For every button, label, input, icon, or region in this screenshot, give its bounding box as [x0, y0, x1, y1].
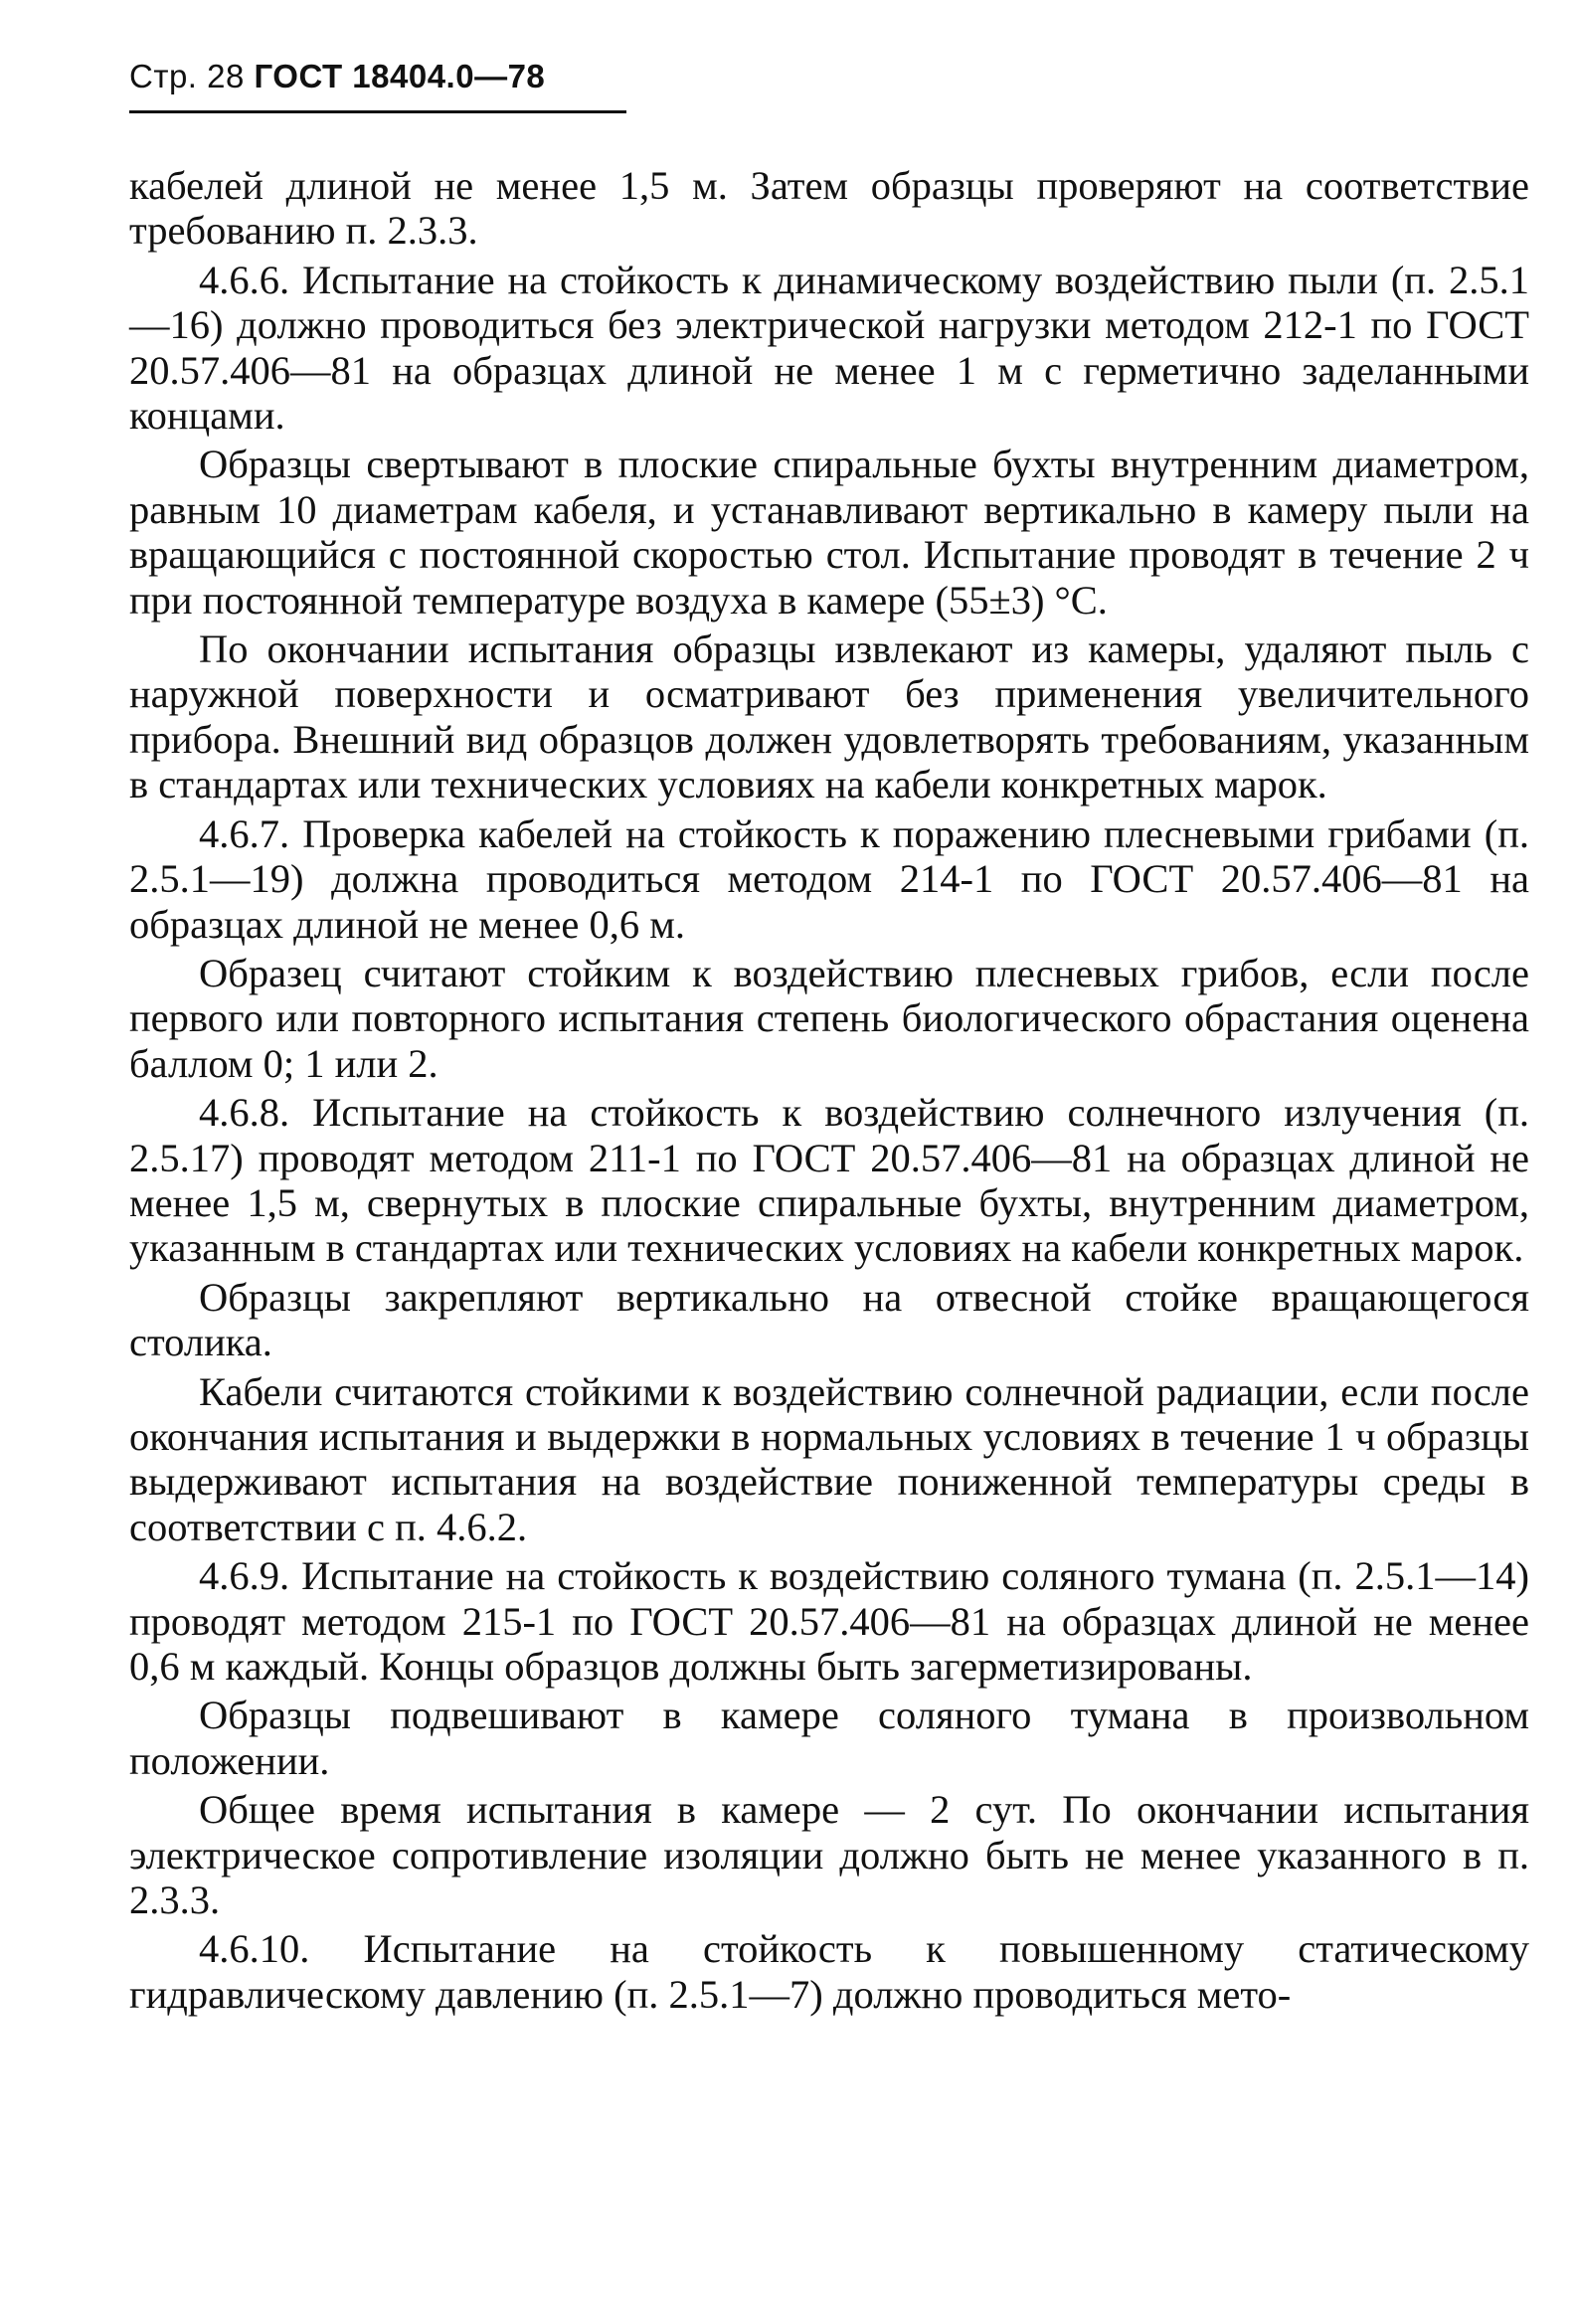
standard-designation: ГОСТ 18404.0—78	[254, 58, 546, 94]
paragraph-continuation: кабелей длиной не менее 1,5 м. Затем образцы проверяют на соответствие требованию п. 2.3.3.	[129, 163, 1529, 254]
paragraph-solar-criteria: Кабели считаются стойкими к воздействию солнечной радиации, если после окончания испытания и выдержки в нормальных условиях в течение 1 ч образцы выдерживают испытания на воздействие пониженной температуры среды в соответствии с п. 4.6.2.	[129, 1368, 1529, 1549]
document-body	[129, 163, 1529, 2021]
paragraph-4-6-6: 4.6.6. Испытание на стойкость к динамическому воздействию пыли (п. 2.5.1—16) должно проводиться без электрической нагрузки методом 212-1 по ГОСТ 20.57.406—81 на образцах длиной не менее 1 м с герметично заделанными концами.	[129, 257, 1529, 439]
paragraph-salt-fog-duration: Общее время испытания в камере — 2 сут. По окончании испытания электрическое сопротивление изоляции должно быть не менее указанного в п. 2.3.3.	[129, 1787, 1529, 1923]
paragraph-dust-inspection: По окончании испытания образцы извлекают из камеры, удаляют пыль с наружной поверхности и осматривают без применения увеличительного прибора. Внешний вид образцов должен удовлетворять требованиям, указанным в стандартах или технических условиях на кабели конкретных марок.	[129, 626, 1529, 807]
page-header	[129, 60, 545, 92]
paragraph-solar-mounting: Образцы закрепляют вертикально на отвесной стойке вращающегося столика.	[129, 1274, 1529, 1365]
paragraph-4-6-9: 4.6.9. Испытание на стойкость к воздействию соляного тумана (п. 2.5.1—14) проводят методом 215-1 по ГОСТ 20.57.406—81 на образцах длиной не менее 0,6 м каждый. Концы образцов должны быть загерметизированы.	[129, 1553, 1529, 1689]
header-rule	[129, 110, 626, 113]
page-number: Стр. 28	[129, 58, 245, 94]
paragraph-salt-fog-placement: Образцы подвешивают в камере соляного тумана в произвольном положении.	[129, 1693, 1529, 1783]
paragraph-4-6-7: 4.6.7. Проверка кабелей на стойкость к поражению плесневыми грибами (п. 2.5.1—19) должна проводиться методом 214-1 по ГОСТ 20.57.406—81 на образцах длиной не менее 0,6 м.	[129, 810, 1529, 947]
paragraph-dust-procedure: Образцы свертывают в плоские спиральные бухты внутренним диаметром, равным 10 диаметрам кабеля, и устанавливают вертикально в камеру пыли на вращающийся с постоянной скоростью стол. Испытание проводят в течение 2 ч при постоянной температуре воздуха в камере (55±3) °С.	[129, 442, 1529, 623]
paragraph-mold-criteria: Образец считают стойким к воздействию плесневых грибов, если после первого или повторного испытания степень биологического обрастания оценена баллом 0; 1 или 2.	[129, 950, 1529, 1086]
paragraph-4-6-10: 4.6.10. Испытание на стойкость к повышенному статическому гидравлическому давлению (п. 2.5.1—7) должно проводиться мето-	[129, 1926, 1529, 2017]
paragraph-4-6-8: 4.6.8. Испытание на стойкость к воздействию солнечного излучения (п. 2.5.17) проводят методом 211-1 по ГОСТ 20.57.406—81 на образцах длиной не менее 1,5 м, свернутых в плоские спиральные бухты, внутренним диаметром, указанным в стандартах или технических условиях на кабели конкретных марок.	[129, 1090, 1529, 1271]
